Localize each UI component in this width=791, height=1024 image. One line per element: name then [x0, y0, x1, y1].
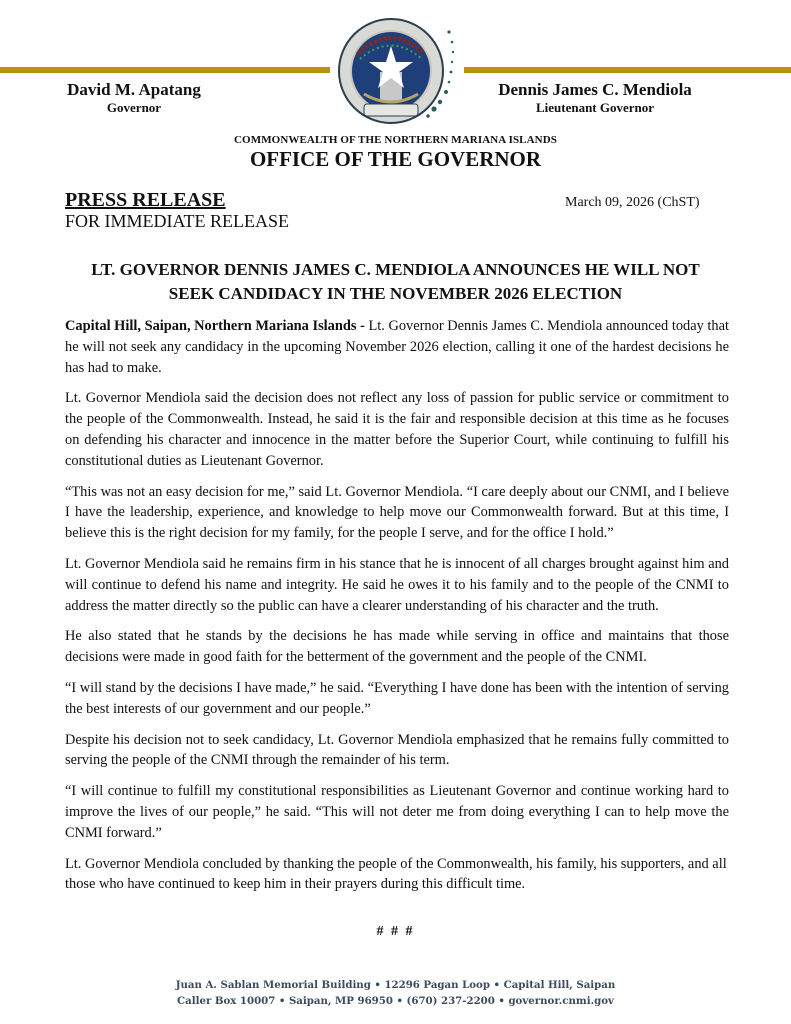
office-heading: OFFICE OF THE GOVERNOR	[249, 147, 542, 171]
dateline: Capital Hill, Saipan, Northern Mariana Islands -	[65, 318, 365, 334]
body-paragraph: “I will stand by the decisions I have made,” he said. “Everything I have done has been with the intention of serving the best interests of our government and our people.”	[65, 679, 729, 717]
headline-line-2: SEEK CANDIDACY IN THE NOVEMBER 2026 ELECTION	[168, 284, 623, 303]
end-mark: # # #	[376, 924, 415, 939]
governor-block	[54, 80, 214, 116]
body-paragraph: Lt. Governor Mendiola said he remains firm in his stance that he is innocent of all charges brought against him and will continue to defend his name and integrity. He said he owes it to his family and to the people of the CNMI to address the matter directly so the public can have a clearer understanding of his character and the truth.	[65, 555, 729, 614]
immediate-release-label: FOR IMMEDIATE RELEASE	[65, 211, 289, 231]
headline-line-1: LT. GOVERNOR DENNIS JAMES C. MENDIOLA ANNOUNCES HE WILL NOT	[91, 260, 700, 279]
header-gold-bar-right	[464, 67, 791, 73]
governor-name: David M. Apatang	[67, 80, 201, 99]
lt-governor-name: Dennis James C. Mendiola	[498, 80, 692, 99]
release-date: March 09, 2026 (ChST)	[565, 195, 700, 210]
commonwealth-heading: COMMONWEALTH OF THE NORTHERN MARIANA ISLANDS	[234, 134, 557, 146]
body-paragraph: He also stated that he stands by the decisions he has made while serving in office and maintains that those decisions were made in good faith for the betterment of the government and the people of the CNMI.	[65, 628, 729, 666]
lt-governor-block	[470, 80, 720, 116]
press-release-label: PRESS RELEASE	[65, 189, 226, 211]
headline	[55, 258, 736, 306]
official-seal-icon	[336, 14, 461, 129]
governor-title: Governor	[106, 100, 162, 115]
footer-address	[0, 977, 791, 1009]
body-paragraph: Lt. Governor Mendiola concluded by thanking the people of the Commonwealth, his family, his supporters, and all those who have continued to keep him in their prayers during this difficult time.	[65, 855, 727, 893]
lt-governor-title: Lieutenant Governor	[535, 100, 655, 115]
footer-line-1: Juan A. Sablan Memorial Building • 12296 Pagan Loop • Capital Hill, Saipan	[175, 979, 616, 991]
body-paragraph: Despite his decision not to seek candidacy, Lt. Governor Mendiola emphasized that he remains fully committed to serving the people of the CNMI through the remainder of his term.	[65, 731, 729, 769]
body-paragraph: Lt. Governor Mendiola said the decision does not reflect any loss of passion for public service or commitment to the people of the Commonwealth. Instead, he said it is the fair and responsible decision at this time as he focuses on defending his character and innocence in the matter before the Superior Court, while continuing to fulfill his constitutional duties as Lieutenant Governor.	[65, 390, 729, 469]
release-body	[65, 316, 729, 905]
footer-line-2: Caller Box 10007 • Saipan, MP 96950 • (670) 237-2200 • governor.cnmi.gov	[177, 995, 614, 1007]
body-paragraph: “I will continue to fulfill my constitutional responsibilities as Lieutenant Governor and continue working hard to improve the lives of our people,” he said. “This will not deter me from doing everything I can to help move the CNMI forward.”	[65, 783, 729, 841]
header-gold-bar-left	[0, 67, 330, 73]
body-paragraph	[65, 316, 729, 378]
body-paragraph: “This was not an easy decision for me,” said Lt. Governor Mendiola. “I care deeply about our CNMI, and I believe I have the leadership, experience, and knowledge to help move our Commonwealth forward. But at this time, I believe this is the right decision for my family, for the people I serve, and for the office I hold.”	[65, 483, 729, 542]
paragraph-text: Lt. Governor Dennis James C. Mendiola announced today that he will not seek any candidacy in the upcoming November 2026 election, calling it one of the hardest decisions he has had to make.	[65, 318, 730, 376]
